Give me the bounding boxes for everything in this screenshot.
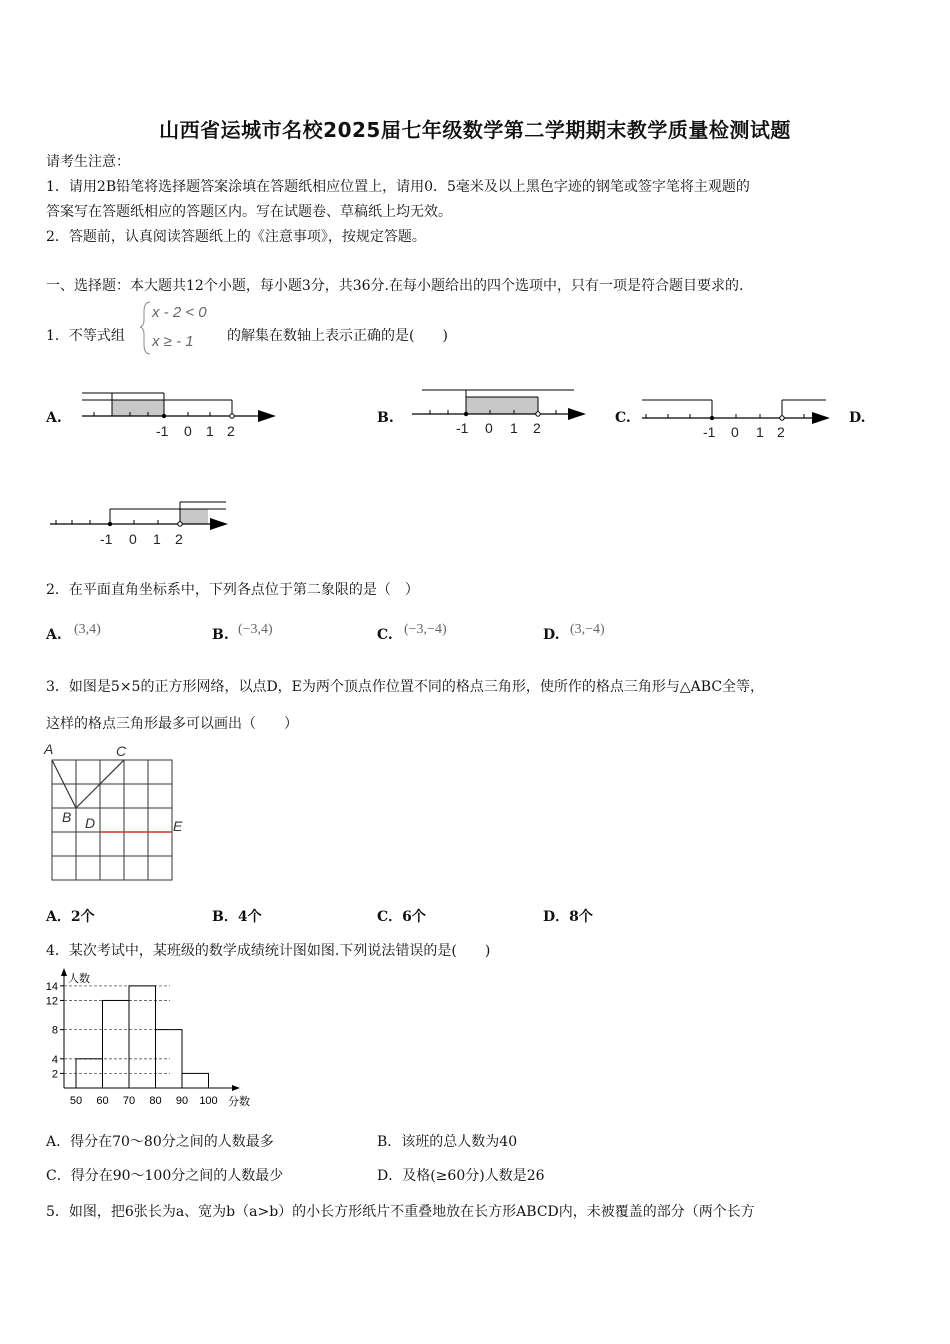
notice-item-1: 1．请用2B铅笔将选择题答案涂填在答题纸相应位置上，请用0．5毫米及以上黑色字迹的钢笔或签字笔将主观题的 — [46, 179, 750, 195]
q1-option-d-numberline — [48, 495, 238, 551]
y-tick-label: 14 — [45, 980, 58, 993]
y-tick-label: 12 — [45, 995, 58, 1008]
tick-label: 0 — [485, 420, 493, 436]
x-tick-label: 90 — [175, 1095, 189, 1107]
tick-label: -1 — [703, 424, 716, 440]
tick-label: 1 — [510, 420, 518, 436]
q1-suffix: 的解集在数轴上表示正确的是( ) — [227, 328, 448, 344]
q1-brace-system — [140, 298, 224, 356]
page-title: 山西省运城市名校2025届七年级数学第二学期期末教学质量检测试题 — [159, 118, 791, 142]
q2-option-c-value: (−3,−4) — [404, 622, 447, 637]
tick-label: 2 — [777, 424, 785, 440]
q1-ineq-2: x ≥ - 1 — [152, 333, 194, 350]
q3-option-c[interactable]: C．6个 — [377, 909, 426, 925]
q1-option-c-label[interactable]: C. — [615, 410, 631, 426]
q1-option-b-numberline — [410, 380, 595, 440]
q1-option-d-label[interactable]: D. — [849, 410, 866, 426]
tick-label: -1 — [456, 420, 469, 436]
x-tick-label: 50 — [69, 1095, 83, 1107]
q2-option-b-label[interactable]: B. — [212, 627, 229, 643]
q1-prefix: 1．不等式组 — [46, 328, 125, 344]
y-tick-label: 2 — [51, 1068, 58, 1081]
q1-option-c-numberline — [640, 388, 840, 446]
tick-label: 0 — [184, 423, 192, 439]
x-tick-label: 70 — [122, 1095, 136, 1107]
notice-item-1-cont: 答案写在答题纸相应的答题区内。写在试题卷、草稿纸上均无效。 — [46, 204, 452, 220]
tick-label: 2 — [175, 531, 183, 547]
q3-grid-figure — [40, 738, 200, 884]
x-axis-label: 分数 — [228, 1096, 250, 1108]
q4-histogram — [40, 968, 270, 1112]
q3-option-a[interactable]: A．2个 — [46, 909, 95, 925]
notice-heading: 请考生注意： — [46, 154, 130, 170]
q2-option-a-value: (3,4) — [74, 622, 101, 637]
q5-text: 5．如图，把6张长为a、宽为b（a>b）的小长方形纸片不重叠地放在长方形ABCD内，未被覆盖的部分（两个长方 — [46, 1204, 755, 1220]
x-tick-label: 80 — [149, 1095, 162, 1107]
q1-option-a-numberline — [80, 380, 280, 440]
histogram-bar — [103, 1000, 130, 1088]
q4-text: 4．某次考试中，某班级的数学成绩统计图如图.下列说法错误的是( ) — [46, 943, 491, 959]
q3-text-line2: 这样的格点三角形最多可以画出（ ） — [46, 716, 298, 732]
y-tick-label: 8 — [51, 1024, 58, 1037]
q1-ineq-1: x - 2 < 0 — [152, 304, 207, 321]
tick-label: 1 — [756, 424, 764, 440]
q4-option-d[interactable]: D．及格(≥60分)人数是26 — [377, 1168, 545, 1184]
q2-option-c-label[interactable]: C. — [377, 627, 393, 643]
tick-label: 1 — [153, 531, 161, 547]
q4-option-b[interactable]: B．该班的总人数为40 — [377, 1134, 518, 1150]
tick-label: -1 — [156, 423, 169, 439]
tick-label: -1 — [100, 531, 113, 547]
histogram-bar — [129, 986, 156, 1088]
point-label-d: D — [85, 815, 96, 831]
q3-option-b[interactable]: B．4个 — [212, 909, 262, 925]
q2-option-a-label[interactable]: A. — [46, 627, 62, 643]
q4-option-c[interactable]: C．得分在90～100分之间的人数最少 — [46, 1168, 284, 1184]
point-label-a: A — [44, 741, 54, 757]
q3-text-line1: 3．如图是5×5的正方形网络，以点D，E为两个顶点作位置不同的格点三角形，使所作的格点三角形与△ABC全等， — [46, 679, 765, 695]
histogram-bar — [182, 1073, 209, 1088]
tick-label: 1 — [206, 423, 214, 439]
x-tick-label: 100 — [199, 1095, 218, 1107]
tick-label: 0 — [129, 531, 137, 547]
y-axis-label: 人数 — [68, 973, 90, 985]
tick-label: 0 — [731, 424, 739, 440]
tick-label: 2 — [533, 420, 541, 436]
q1-option-a-label[interactable]: A. — [46, 410, 62, 426]
q2-option-d-label[interactable]: D. — [543, 627, 560, 643]
q2-option-b-value: (−3,4) — [238, 622, 273, 637]
q4-option-a[interactable]: A．得分在70～80分之间的人数最多 — [46, 1134, 274, 1150]
point-label-e: E — [173, 818, 183, 834]
q2-option-d-value: (3,−4) — [570, 622, 605, 637]
y-tick-label: 4 — [51, 1053, 58, 1066]
tick-label: 2 — [227, 423, 235, 439]
x-tick-label: 60 — [96, 1095, 109, 1107]
q1-option-b-label[interactable]: B. — [377, 410, 394, 426]
q2-text: 2．在平面直角坐标系中，下列各点位于第二象限的是（ ） — [46, 582, 419, 598]
notice-item-2: 2．答题前，认真阅读答题纸上的《注意事项》，按规定答题。 — [46, 229, 426, 245]
point-label-c: C — [116, 743, 127, 759]
q3-option-d[interactable]: D．8个 — [543, 909, 593, 925]
section-heading: 一、选择题：本大题共12个小题，每小题3分，共36分.在每小题给出的四个选项中，只有一项是符合题目要求的. — [46, 278, 744, 294]
point-label-b: B — [62, 809, 72, 825]
